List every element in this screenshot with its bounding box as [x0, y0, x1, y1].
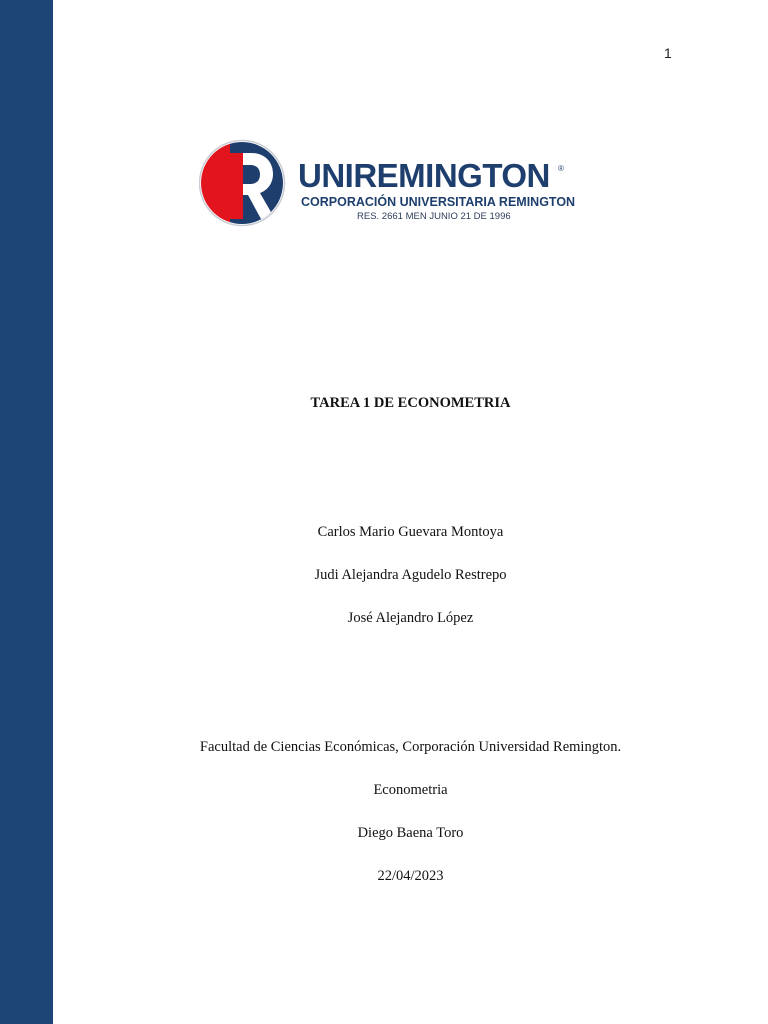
- document-title: TAREA 1 DE ECONOMETRIA: [310, 395, 511, 411]
- logo-registered-mark: ®: [558, 164, 564, 173]
- university-logo: [199, 137, 579, 229]
- author-1: Carlos Mario Guevara Montoya: [317, 524, 504, 540]
- logo-resolution: RES. 2661 MEN JUNIO 21 DE 1996: [357, 211, 511, 222]
- faculty-line: Facultad de Ciencias Económicas, Corporación Universidad Remington.: [199, 739, 622, 755]
- course-name: Econometria: [373, 782, 448, 798]
- submission-date: 22/04/2023: [377, 868, 444, 884]
- logo-name: UNIREMINGTON: [298, 157, 550, 194]
- professor-name: Diego Baena Toro: [357, 825, 464, 841]
- logo-r-emblem-icon: [199, 137, 289, 229]
- author-3: José Alejandro López: [347, 610, 474, 626]
- logo-subtitle: CORPORACIÓN UNIVERSITARIA REMINGTON: [301, 195, 576, 209]
- page-number: 1: [664, 45, 672, 61]
- left-color-band: [0, 0, 53, 1024]
- author-2: Judi Alejandra Agudelo Restrepo: [314, 567, 507, 583]
